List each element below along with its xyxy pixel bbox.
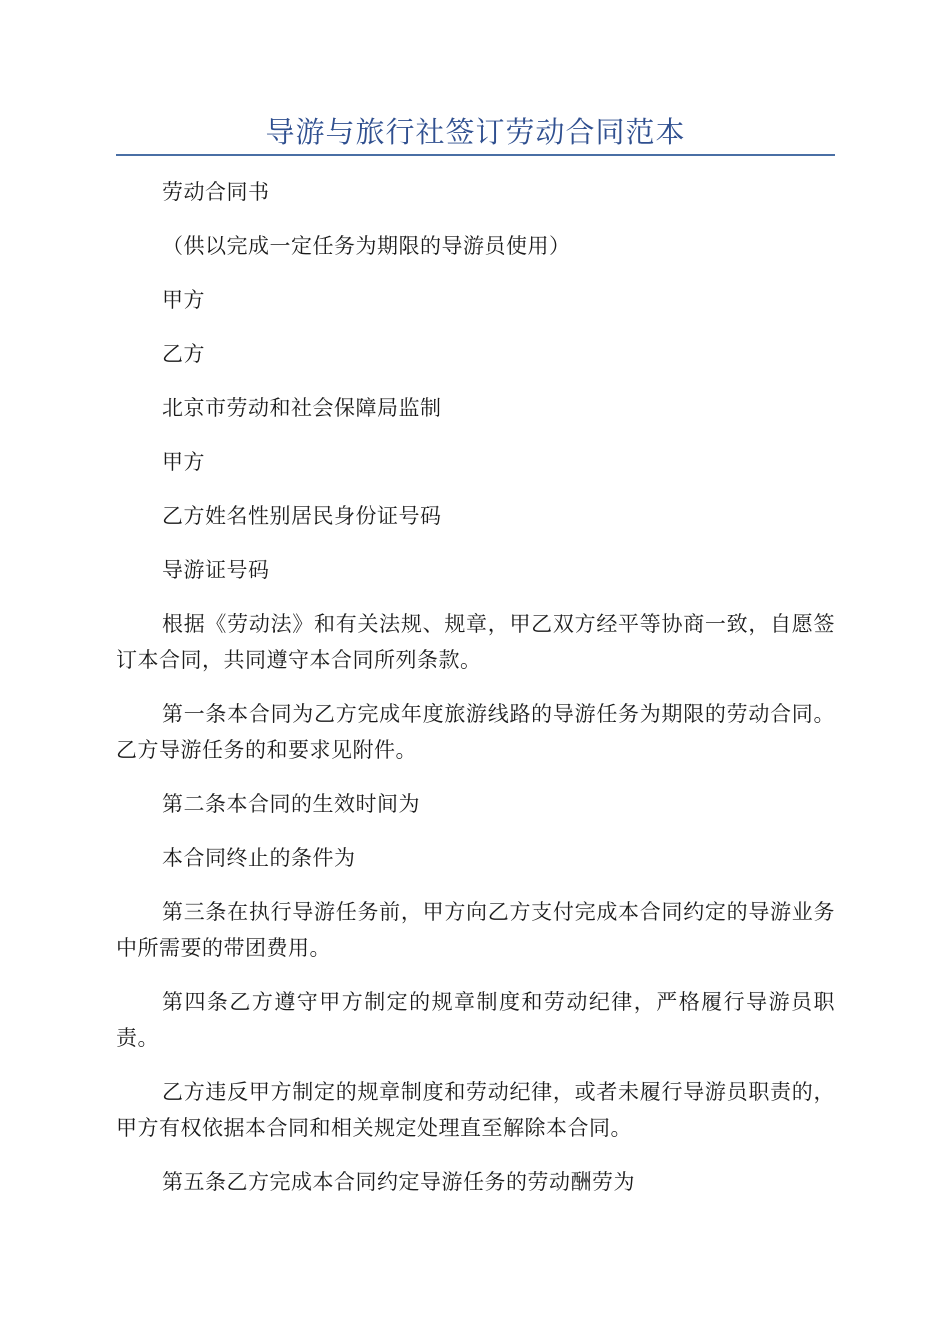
paragraph-article-3: 第三条在执行导游任务前，甲方向乙方支付完成本合同约定的导游业务中所需要的带团费用。 [116,900,835,960]
paragraph-article-5: 第五条乙方完成本合同约定导游任务的劳动酬劳为 [162,1170,635,1194]
paragraph-party-a-2: 甲方 [162,450,205,474]
paragraph-article-4: 第四条乙方遵守甲方制定的规章制度和劳动纪律，严格履行导游员职责。 [116,990,835,1050]
paragraph-termination: 本合同终止的条件为 [162,846,356,870]
paragraph-violation: 乙方违反甲方制定的规章制度和劳动纪律，或者未履行导游员职责的，甲方有权依据本合同和相关规定处理直至解除本合同。 [116,1080,835,1140]
paragraph-usage-note: （供以完成一定任务为期限的导游员使用） [162,234,571,258]
paragraph-article-1: 第一条本合同为乙方完成年度旅游线路的导游任务为期限的劳动合同。乙方导游任务的和要求见附件。 [116,702,835,762]
paragraph-supervisor: 北京市劳动和社会保障局监制 [162,396,442,420]
paragraph-preamble: 根据《劳动法》和有关法规、规章，甲乙双方经平等协商一致，自愿签订本合同，共同遵守本合同所列条款。 [116,612,835,672]
paragraph-party-b: 乙方 [162,342,205,366]
title-underline [116,154,835,156]
document-title: 导游与旅行社签订劳动合同范本 [265,115,686,149]
paragraph-party-b-info: 乙方姓名性别居民身份证号码 [162,504,442,528]
paragraph-guide-license: 导游证号码 [162,558,270,582]
paragraph-party-a: 甲方 [162,288,205,312]
document-body [116,174,835,1218]
paragraph-contract-heading: 劳动合同书 [162,180,270,204]
paragraph-article-2: 第二条本合同的生效时间为 [162,792,420,816]
